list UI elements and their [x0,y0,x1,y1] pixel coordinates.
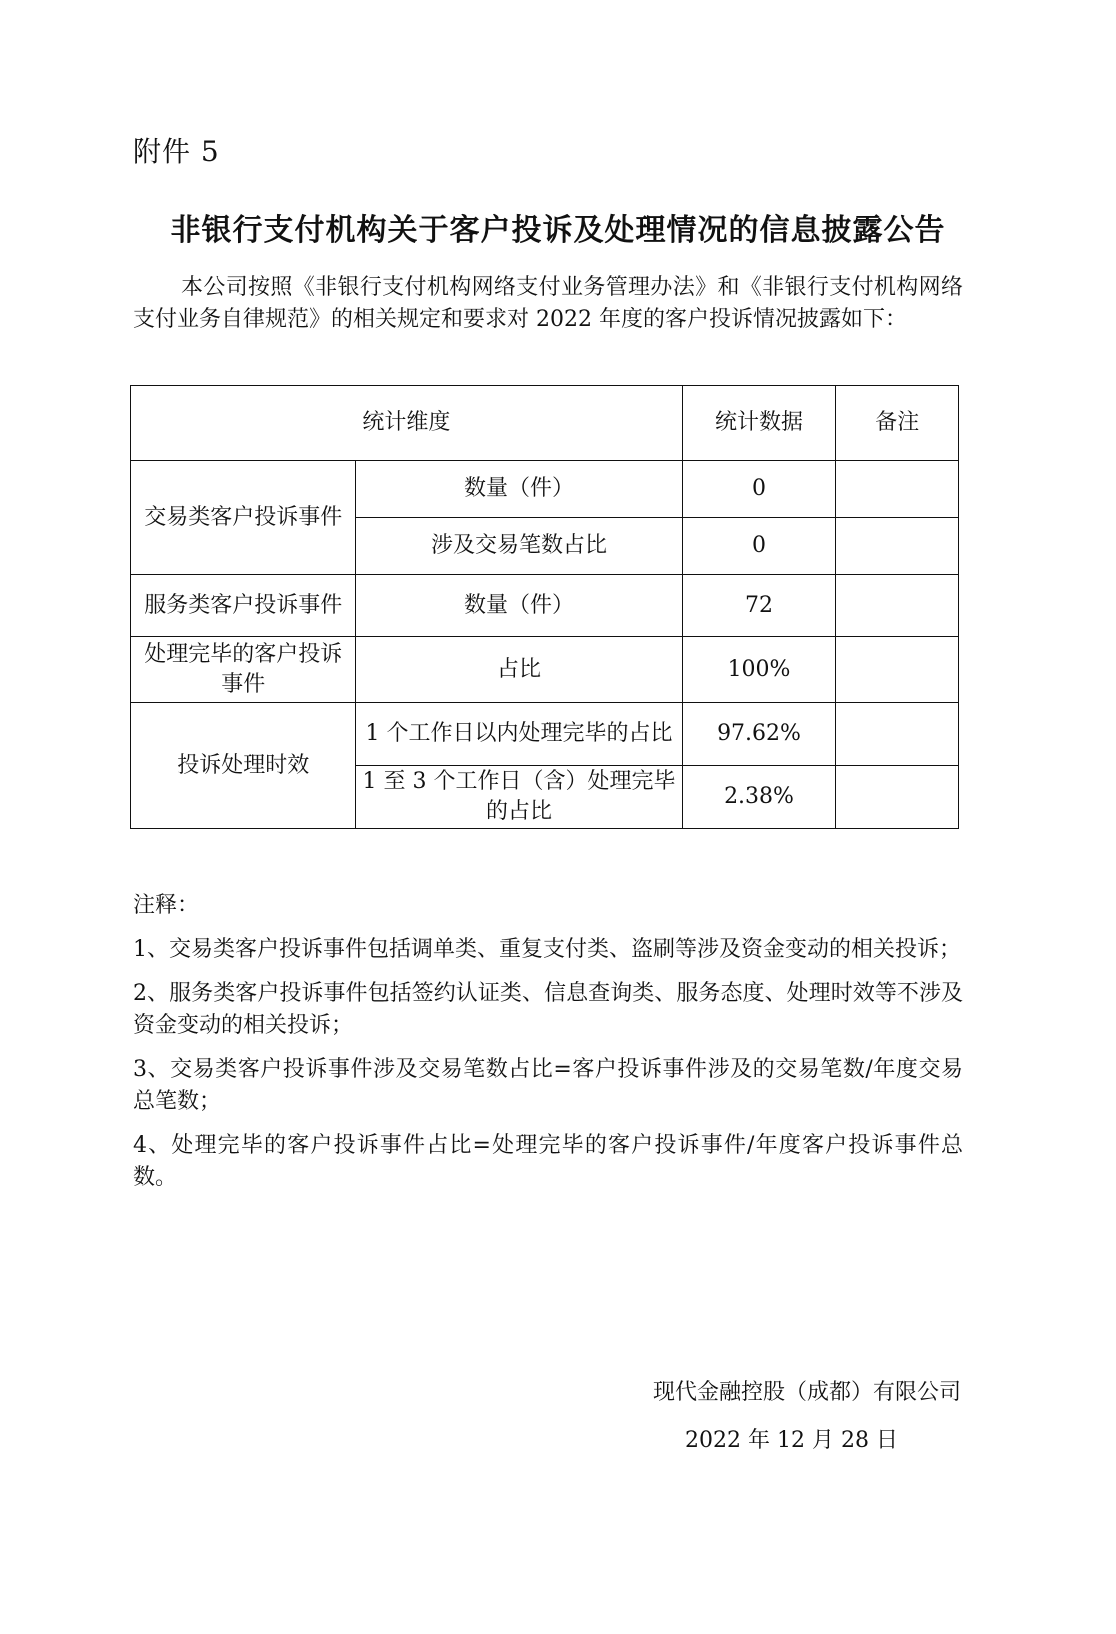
note-item: 1、交易类客户投诉事件包括调单类、重复支付类、盗刷等涉及资金变动的相关投诉； [133,937,961,962]
note-item: 2、服务类客户投诉事件包括签约认证类、信息查询类、服务态度、处理时效等不涉及资金变动的相关投诉； [133,981,963,1038]
intro-paragraph: 本公司按照《非银行支付机构网络支付业务管理办法》和《非银行支付机构网络支付业务自律规范》的相关规定和要求对 2022 年度的客户投诉情况披露如下： [133,275,963,332]
value-cell: 0 [682,461,836,518]
statistics-table [130,385,959,829]
page-title: 非银行支付机构关于客户投诉及处理情况的信息披露公告 [170,213,946,248]
remark-cell [836,518,959,575]
table-row [131,637,959,703]
remark-cell [836,575,959,637]
value-cell: 0 [682,518,836,575]
value-cell: 72 [682,575,836,637]
metric-cell: 1 个工作日以内处理完毕的占比 [356,703,682,766]
notes-section [133,890,963,1206]
remark-cell [836,461,959,518]
note-item: 4、处理完毕的客户投诉事件占比=处理完毕的客户投诉事件/年度客户投诉事件总数。 [133,1133,963,1190]
remark-cell [836,703,959,766]
signature-date: 2022 年 12 月 28 日 [685,1428,898,1453]
value-cell: 2.38% [682,766,836,829]
metric-cell: 涉及交易笔数占比 [356,518,682,575]
value-cell: 97.62% [682,703,836,766]
category-cell: 处理完毕的客户投诉事件 [131,637,356,703]
table-row [131,575,959,637]
metric-cell: 数量（件） [356,461,682,518]
signature-company: 现代金融控股（成都）有限公司 [652,1380,961,1405]
attachment-label: 附件 5 [133,135,220,168]
table-row [131,703,959,766]
metric-cell: 占比 [356,637,682,703]
value-cell: 100% [682,637,836,703]
header-dimension: 统计维度 [131,386,683,461]
metric-cell: 1 至 3 个工作日（含）处理完毕的占比 [356,766,682,829]
notes-heading: 注释： [133,893,200,918]
header-data: 统计数据 [682,386,836,461]
table-header-row [131,386,959,461]
note-item: 3、交易类客户投诉事件涉及交易笔数占比=客户投诉事件涉及的交易笔数/年度交易总笔数； [133,1057,963,1114]
category-cell: 服务类客户投诉事件 [131,575,356,637]
category-cell: 交易类客户投诉事件 [131,461,356,575]
metric-cell: 数量（件） [356,575,682,637]
remark-cell [836,766,959,829]
remark-cell [836,637,959,703]
table-row [131,461,959,518]
category-cell: 投诉处理时效 [131,703,356,829]
header-remark: 备注 [836,386,959,461]
